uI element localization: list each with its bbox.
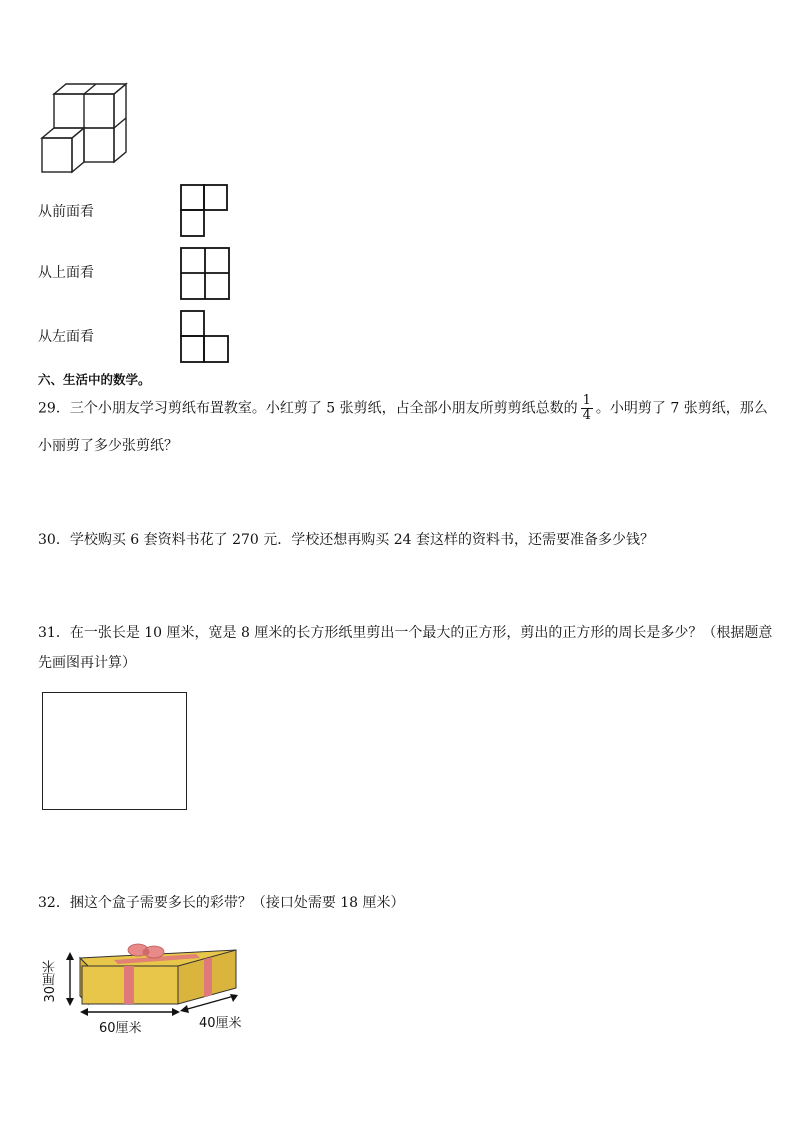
question-31-line2: 先画图再计算） [38, 655, 136, 671]
cube-stack-figure [38, 82, 130, 178]
front-view-label: 从前面看 [38, 204, 94, 220]
front-view-grid [180, 184, 230, 238]
q29-fraction-denominator: 4 [582, 408, 591, 423]
q29-line2: 小丽剪了多少张剪纸？ [38, 438, 178, 454]
top-view-label: 从上面看 [38, 265, 94, 281]
question-29 [38, 394, 768, 423]
question-31-line1: 31．在一张长是 10 厘米，宽是 8 厘米的长方形纸里剪出一个最大的正方形，剪出的正方形的周长是多少？（根据题意 [38, 625, 773, 641]
section-six-heading: 六、生活中的数学。 [38, 372, 151, 387]
q29-text-part2: 。小明剪了 7 张剪纸，那么 [595, 400, 768, 417]
top-view-grid [180, 247, 232, 301]
q31-drawing-box [42, 692, 187, 810]
q29-text-part1: 29．三个小朋友学习剪纸布置教室。小红剪了 5 张剪纸，占全部小朋友所剪剪纸总数的 [38, 400, 578, 417]
gift-box-length-label: 60厘米 [99, 1021, 142, 1036]
q29-fraction-numerator: 1 [582, 393, 591, 408]
q29-fraction [581, 394, 593, 423]
left-view-label: 从左面看 [38, 329, 94, 345]
left-view-grid [180, 310, 232, 364]
gift-box-height-label: 30厘米 [43, 960, 58, 1003]
question-30: 30．学校购买 6 套资料书花了 270 元．学校还想再购买 24 套这样的资料书，还需要准备多少钱？ [38, 532, 654, 548]
question-32: 32．捆这个盒子需要多长的彩带？（接口处需要 18 厘米） [38, 895, 405, 911]
gift-box-width-label: 40厘米 [199, 1016, 242, 1031]
